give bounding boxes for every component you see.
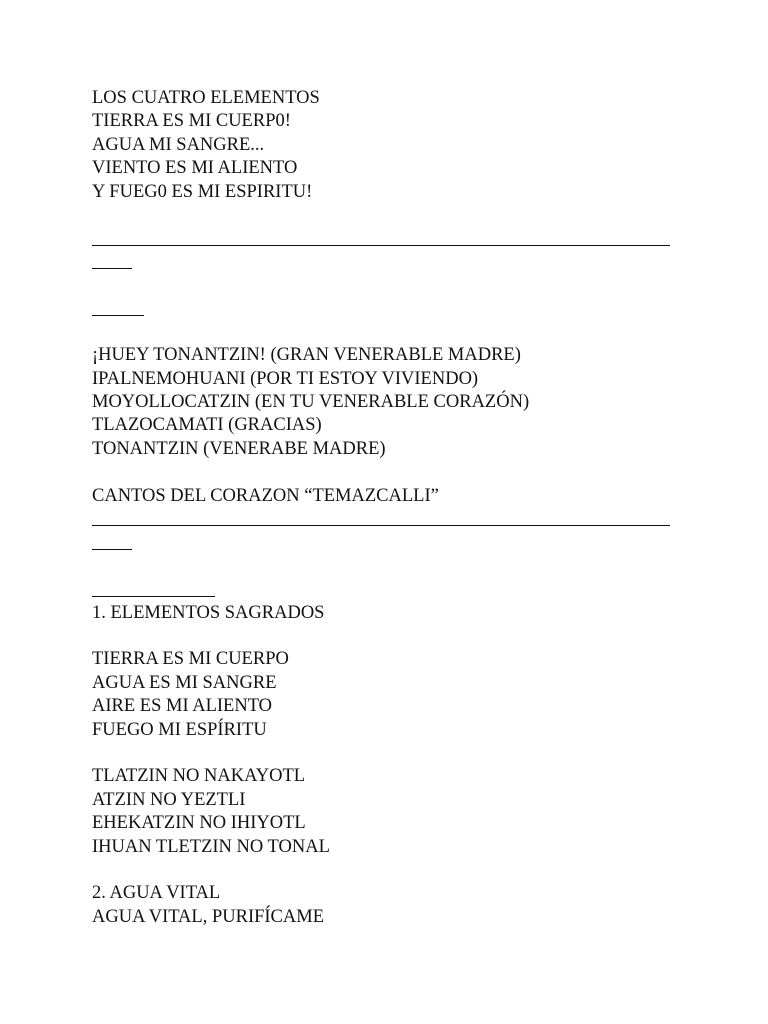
prayer-line: IPALNEMOHUANI (POR TI ESTOY VIVIENDO): [92, 368, 479, 389]
blank-line: [92, 555, 682, 578]
separator-rule: [92, 227, 682, 250]
blank-line: [92, 742, 682, 765]
separator-rule-medium: [92, 578, 682, 601]
document-page: [92, 87, 682, 929]
separator-rule-short: [92, 298, 682, 321]
intro-line: AGUA MI SANGRE...: [92, 134, 265, 155]
prayer-line: MOYOLLOCATZIN (EN TU VENERABLE CORAZÓN): [92, 392, 530, 413]
separator-rule-tail: [92, 531, 682, 554]
blank-line: [92, 461, 682, 484]
separator-rule: [92, 508, 682, 531]
intro-line: VIENTO ES MI ALIENTO: [92, 158, 298, 179]
song-title: 2. AGUA VITAL: [92, 883, 221, 904]
intro-heading: LOS CUATRO ELEMENTOS: [92, 88, 320, 108]
prayer-line: ¡HUEY TONANTZIN! (GRAN VENERABLE MADRE): [92, 345, 521, 366]
intro-line: Y FUEG0 ES MI ESPIRITU!: [92, 181, 313, 202]
song-line: FUEGO MI ESPÍRITU: [92, 719, 267, 740]
prayer-line: TLAZOCAMATI (GRACIAS): [92, 415, 322, 436]
song-title: 1. ELEMENTOS SAGRADOS: [92, 602, 325, 623]
blank-line: [92, 859, 682, 882]
blank-line: [92, 625, 682, 648]
separator-rule-tail: [92, 251, 682, 274]
song-line: AGUA VITAL, PURIFÍCAME: [92, 906, 325, 927]
cantos-title: CANTOS DEL CORAZON “TEMAZCALLI”: [92, 485, 439, 506]
prayer-line: TONANTZIN (VENERABE MADRE): [92, 438, 386, 459]
song-line: IHUAN TLETZIN NO TONAL: [92, 836, 330, 857]
song-line: TLATZIN NO NAKAYOTL: [92, 766, 306, 787]
blank-line: [92, 321, 682, 344]
song-line: ATZIN NO YEZTLI: [92, 789, 246, 810]
song-line: AIRE ES MI ALIENTO: [92, 696, 273, 717]
song-line: TIERRA ES MI CUERPO: [92, 649, 289, 670]
blank-line: [92, 204, 682, 227]
blank-line: [92, 274, 682, 297]
song-line: EHEKATZIN NO IHIYOTL: [92, 813, 306, 834]
song-line: AGUA ES MI SANGRE: [92, 672, 277, 693]
intro-line: TIERRA ES MI CUERP0!: [92, 111, 291, 132]
